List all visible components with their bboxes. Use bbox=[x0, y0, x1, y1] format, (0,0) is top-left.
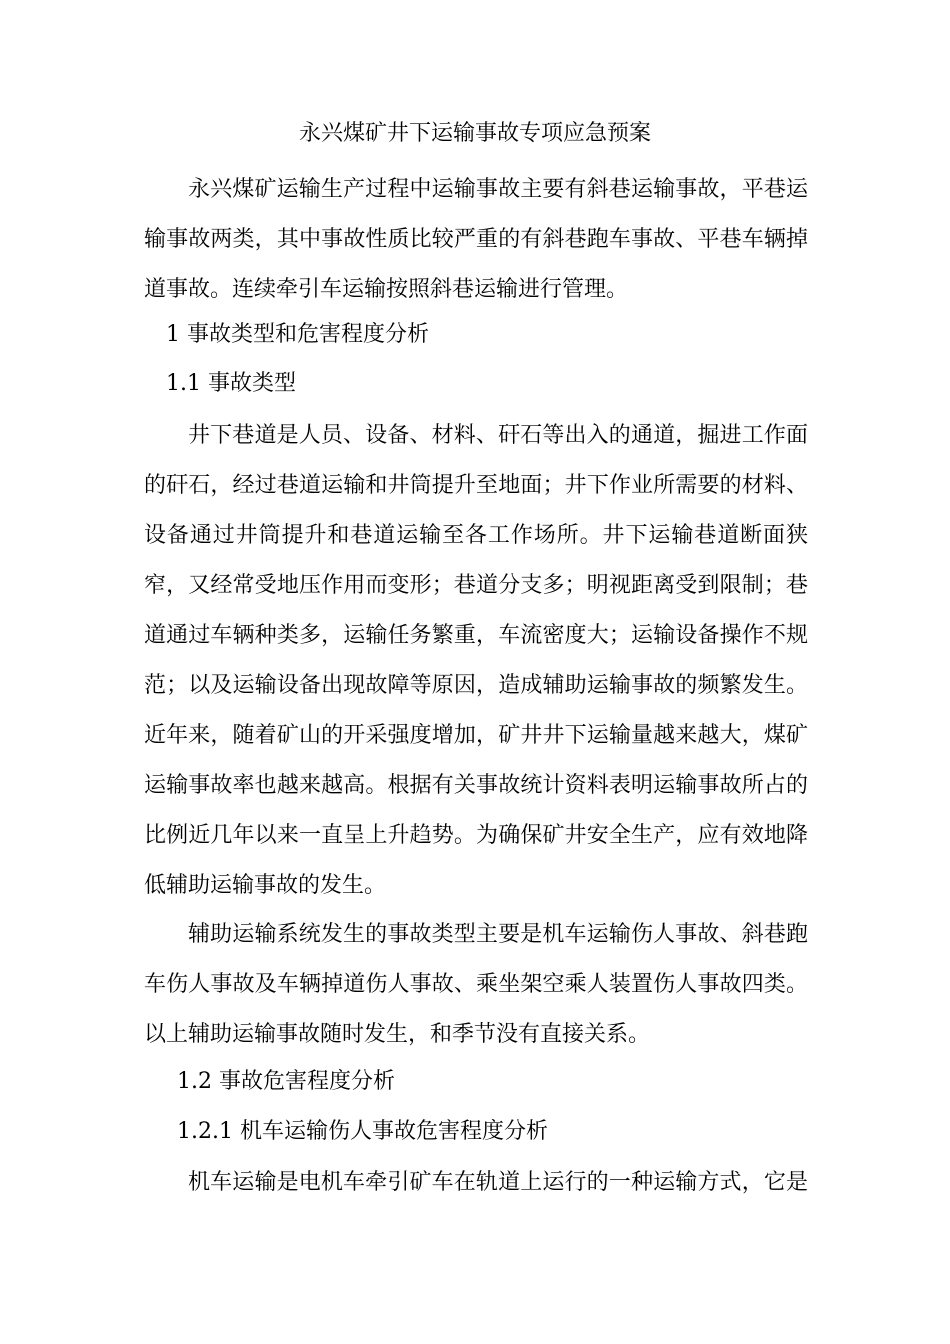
text-line: 永兴煤矿运输生产过程中运输事故主要有斜巷运输事故，平巷运 bbox=[188, 177, 808, 202]
text-line: 辅助运输系统发生的事故类型主要是机车运输伤人事故、斜巷跑 bbox=[188, 922, 808, 947]
text-line: 井下巷道是人员、设备、材料、矸石等出入的通道，掘进工作面 bbox=[188, 423, 808, 448]
section-heading-1-1: 1.1 事故类型 bbox=[166, 371, 296, 396]
document-title: 永兴煤矿井下运输事故专项应急预案 bbox=[298, 121, 651, 146]
section-heading-1-2-1: 1.2.1 机车运输伤人事故危害程度分析 bbox=[177, 1119, 548, 1144]
text-line: 近年来，随着矿山的开采强度增加，矿井井下运输量越来越大，煤矿 bbox=[144, 723, 808, 748]
paragraph-1-1 bbox=[144, 411, 808, 911]
text-line: 运输事故率也越来越高。根据有关事故统计资料表明运输事故所占的 bbox=[144, 773, 808, 798]
text-line: 范；以及运输设备出现故障等原因，造成辅助运输事故的频繁发生。 bbox=[144, 673, 808, 698]
text-line: 设备通过井筒提升和巷道运输至各工作场所。井下运输巷道断面狭 bbox=[144, 523, 808, 548]
intro-paragraph bbox=[144, 165, 808, 315]
text-line: 比例近几年以来一直呈上升趋势。为确保矿井安全生产，应有效地降 bbox=[144, 823, 808, 848]
text-line: 道通过车辆种类多，运输任务繁重，车流密度大；运输设备操作不规 bbox=[144, 623, 808, 648]
text-line: 机车运输是电机车牵引矿车在轨道上运行的一种运输方式，它是 bbox=[188, 1170, 808, 1195]
section-heading-1: 1 事故类型和危害程度分析 bbox=[166, 322, 429, 347]
paragraph-1-2-1 bbox=[144, 1158, 808, 1208]
section-heading-1-2: 1.2 事故危害程度分析 bbox=[177, 1069, 395, 1094]
text-line: 车伤人事故及车辆掉道伤人事故、乘坐架空乘人装置伤人事故四类。 bbox=[144, 972, 808, 997]
text-line: 输事故两类，其中事故性质比较严重的有斜巷跑车事故、平巷车辆掉 bbox=[144, 227, 808, 252]
text-line: 道事故。连续牵引车运输按照斜巷运输进行管理。 bbox=[144, 277, 629, 302]
paragraph-1-1-b bbox=[144, 910, 808, 1060]
text-line: 的矸石，经过巷道运输和井筒提升至地面；井下作业所需要的材料、 bbox=[144, 473, 808, 498]
text-line: 窄，又经常受地压作用而变形；巷道分支多；明视距离受到限制；巷 bbox=[144, 573, 808, 598]
text-line: 以上辅助运输事故随时发生，和季节没有直接关系。 bbox=[144, 1022, 651, 1047]
text-line: 低辅助运输事故的发生。 bbox=[144, 873, 387, 898]
